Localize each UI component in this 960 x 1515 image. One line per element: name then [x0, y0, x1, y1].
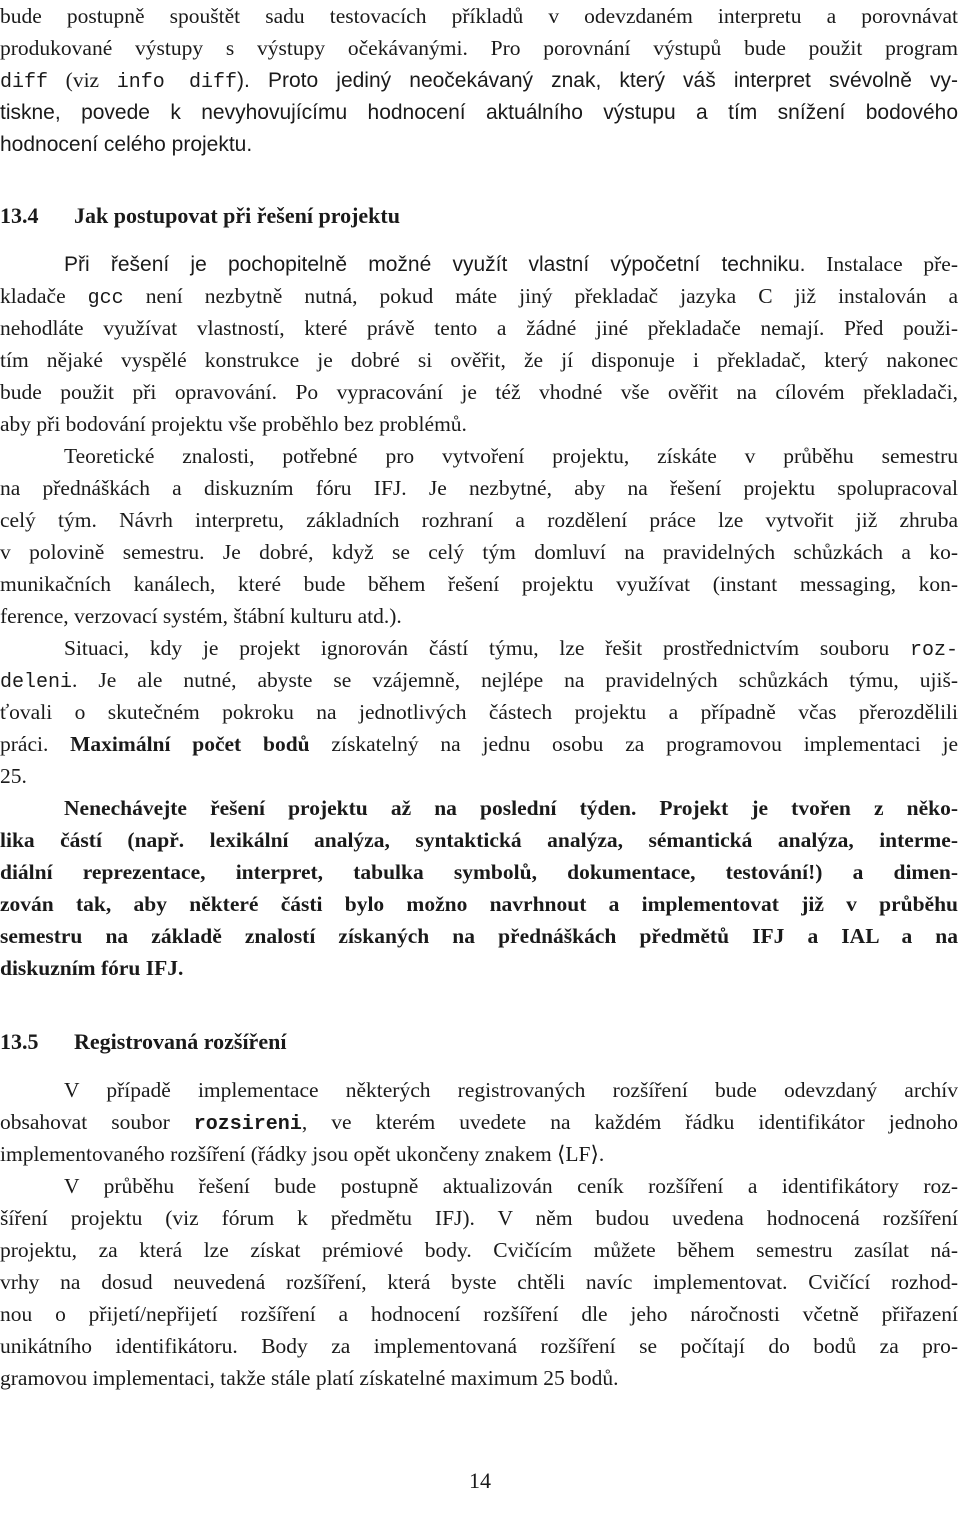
- text-span: projektu, za která lze získat prémiové body. Cvičícím můžete během semestru zasílat ná-: [0, 1238, 958, 1262]
- text-span: semestru na základě znalostí získaných na přednáškách předmětů IFJ a IAL a na: [0, 924, 958, 948]
- text-span: zován tak, aby některé části bylo možno navrhnout a implementovat již v průběhu: [0, 892, 958, 916]
- text-span: Maximální počet bodů: [70, 732, 310, 756]
- text-span: ťovali o skutečném pokroku na jednotlivých částech projektu a případně včas přerozdělili: [0, 700, 958, 724]
- text-line: [0, 1362, 958, 1394]
- text-span: práci.: [0, 732, 71, 756]
- text-line: [0, 536, 958, 568]
- text-span: získatelný na jednu osobu za programovou implementaci je: [309, 732, 959, 756]
- text-line: [0, 888, 958, 920]
- text-span: hodnocení celého projektu.: [0, 133, 253, 156]
- text-line: [0, 472, 958, 504]
- text-span: V případě implementace některých registrovaných rozšíření bude odevzdaný archív: [64, 1078, 958, 1102]
- text-line: [0, 824, 958, 856]
- text-span: Situaci, kdy je projekt ignorován částí týmu, lze řešit prostřednictvím souboru: [64, 636, 910, 660]
- text-span: nehodláte využívat vlastností, které právě tento a žádné jiné překladače nemají. Před použi-: [0, 316, 958, 340]
- text-span: produkované výstupy s výstupy očekávanými. Pro porovnání výstupů bude použit program: [0, 36, 958, 60]
- text-span: Instalace pře-: [805, 252, 958, 276]
- text-span: . Je ale nutné, abyste se vzájemně, nejlépe na pravidelných schůzkách týmu, ujiš-: [72, 668, 958, 692]
- text-line: [0, 1170, 958, 1202]
- text-line: [0, 920, 958, 952]
- text-span: , ve kterém uvedete na každém řádku identifikátor jednoho: [301, 1110, 958, 1134]
- text-line: [0, 792, 958, 824]
- text-line: [0, 600, 958, 632]
- section-heading-13-5: [0, 1026, 286, 1058]
- text-line: [0, 1234, 958, 1266]
- text-line: [0, 632, 958, 664]
- text-line: [0, 1074, 958, 1106]
- text-span: ). Proto jediný neočekávaný znak, který váš interpret svévolně vy-: [237, 69, 958, 92]
- text-span: lika částí (např. lexikální analýza, syntaktická analýza, sémantická analýza, interme-: [0, 828, 958, 852]
- code-span: gcc: [87, 287, 124, 310]
- text-line: [0, 664, 958, 696]
- code-span: deleni: [0, 671, 73, 694]
- text-span: Nenechávejte řešení projektu až na poslední týden. Projekt je tvořen z něko-: [64, 796, 958, 820]
- text-span: celý tým. Návrh interpretu, základních rozhraní a rozdělení práce lze vytvořit již zhruba: [0, 508, 958, 532]
- text-span: (viz: [48, 68, 117, 92]
- section-number: 13.4: [0, 203, 39, 228]
- text-span: 25.: [0, 764, 27, 788]
- text-line: [0, 1298, 958, 1330]
- text-line: [0, 376, 958, 408]
- text-line: [0, 312, 958, 344]
- section-heading-13-4: [0, 200, 400, 232]
- text-span: bude postupně spouštět sadu testovacích příkladů v odevzdaném interpretu a porovnávat: [0, 4, 958, 28]
- text-span: V průběhu řešení bude postupně aktualizován ceník rozšíření a identifikátory roz-: [64, 1174, 958, 1198]
- text-line: [0, 96, 958, 128]
- text-line: [0, 504, 958, 536]
- text-line: [0, 0, 958, 32]
- text-span: šíření projektu (viz fórum k předmětu IFJ). V něm budou uvedena hodnocená rozšíření: [0, 1206, 958, 1230]
- text-line: [0, 760, 958, 792]
- text-span: není nezbytně nutná, pokud máte jiný překladač jazyka C již instalován a: [123, 284, 958, 308]
- text-line: [0, 408, 958, 440]
- text-line: [0, 1106, 958, 1138]
- text-span: diální reprezentace, interpret, tabulka symbolů, dokumentace, testování!) a dimen-: [0, 860, 958, 884]
- text-span: munikačních kanálech, které bude během řešení projektu využívat (instant messaging, kon-: [0, 572, 958, 596]
- text-span: Při řešení je pochopitelně možné využít vlastní výpočetní techniku.: [64, 253, 806, 276]
- text-line: [0, 728, 958, 760]
- code-span: rozsireni: [193, 1113, 302, 1136]
- text-span: diskuzním fóru IFJ.: [0, 956, 184, 980]
- text-line: [0, 128, 958, 160]
- text-span: Teoretické znalosti, potřebné pro vytvoření projektu, získáte v průběhu semestru: [64, 444, 958, 468]
- text-span: ference, verzovací systém, štábní kulturu atd.).: [0, 604, 402, 628]
- text-span: bude použit při opravování. Po vypracování je též vhodné vše ověřit na cílovém překladači,: [0, 380, 958, 404]
- text-line: [0, 344, 958, 376]
- text-span: unikátního identifikátoru. Body za implementovaná rozšíření se počítají do bodů za pro-: [0, 1334, 958, 1358]
- text-span: vrhy na dosud neuvedená rozšíření, která byste chtěli navíc implementovat. Cvičící rozhod-: [0, 1270, 958, 1294]
- text-span: kladače: [0, 284, 88, 308]
- text-line: [0, 1138, 958, 1170]
- text-line: [0, 1330, 958, 1362]
- text-span: tiskne, povede k nevyhovujícímu hodnocení aktuálního výstupu a tím snížení bodového: [0, 101, 958, 124]
- text-span: na přednáškách a diskuzním fóru IFJ. Je nezbytné, aby na řešení projektu spolupracoval: [0, 476, 958, 500]
- text-line: [0, 280, 958, 312]
- section-title: Jak postupovat při řešení projektu: [74, 203, 400, 228]
- text-span: tím nějaké vyspělé konstrukce je dobré si ověřit, že jí disponuje i překladač, který nakonec: [0, 348, 958, 372]
- text-line: [0, 1266, 958, 1298]
- text-line: [0, 952, 958, 984]
- section-number: 13.5: [0, 1029, 39, 1054]
- text-line: [0, 568, 958, 600]
- text-line: [0, 64, 958, 96]
- text-span: nou o přijetí/nepřijetí rozšíření a hodnocení rozšíření dle jeho náročnosti včetně přiřazení: [0, 1302, 958, 1326]
- code-span: info diff: [116, 71, 238, 94]
- text-span: aby při bodování projektu vše proběhlo bez problémů.: [0, 412, 467, 436]
- text-line: [0, 32, 958, 64]
- section-title: Registrovaná rozšíření: [74, 1029, 287, 1054]
- text-line: [0, 856, 958, 888]
- text-span: gramovou implementaci, takže stále platí získatelné maximum 25 bodů.: [0, 1366, 619, 1390]
- text-line: [0, 440, 958, 472]
- code-span: diff: [0, 71, 49, 94]
- text-line: [0, 1202, 958, 1234]
- text-line: [0, 248, 958, 280]
- page-number: 14: [469, 1468, 491, 1493]
- text-span: obsahovat soubor: [0, 1110, 194, 1134]
- text-span: implementovaného rozšíření (řádky jsou opět ukončeny znakem ⟨LF⟩.: [0, 1142, 605, 1166]
- text-line: [0, 696, 958, 728]
- code-span: roz-: [909, 639, 958, 662]
- text-span: v polovině semestru. Je dobré, když se celý tým domluví na pravidelných schůzkách a ko-: [0, 540, 958, 564]
